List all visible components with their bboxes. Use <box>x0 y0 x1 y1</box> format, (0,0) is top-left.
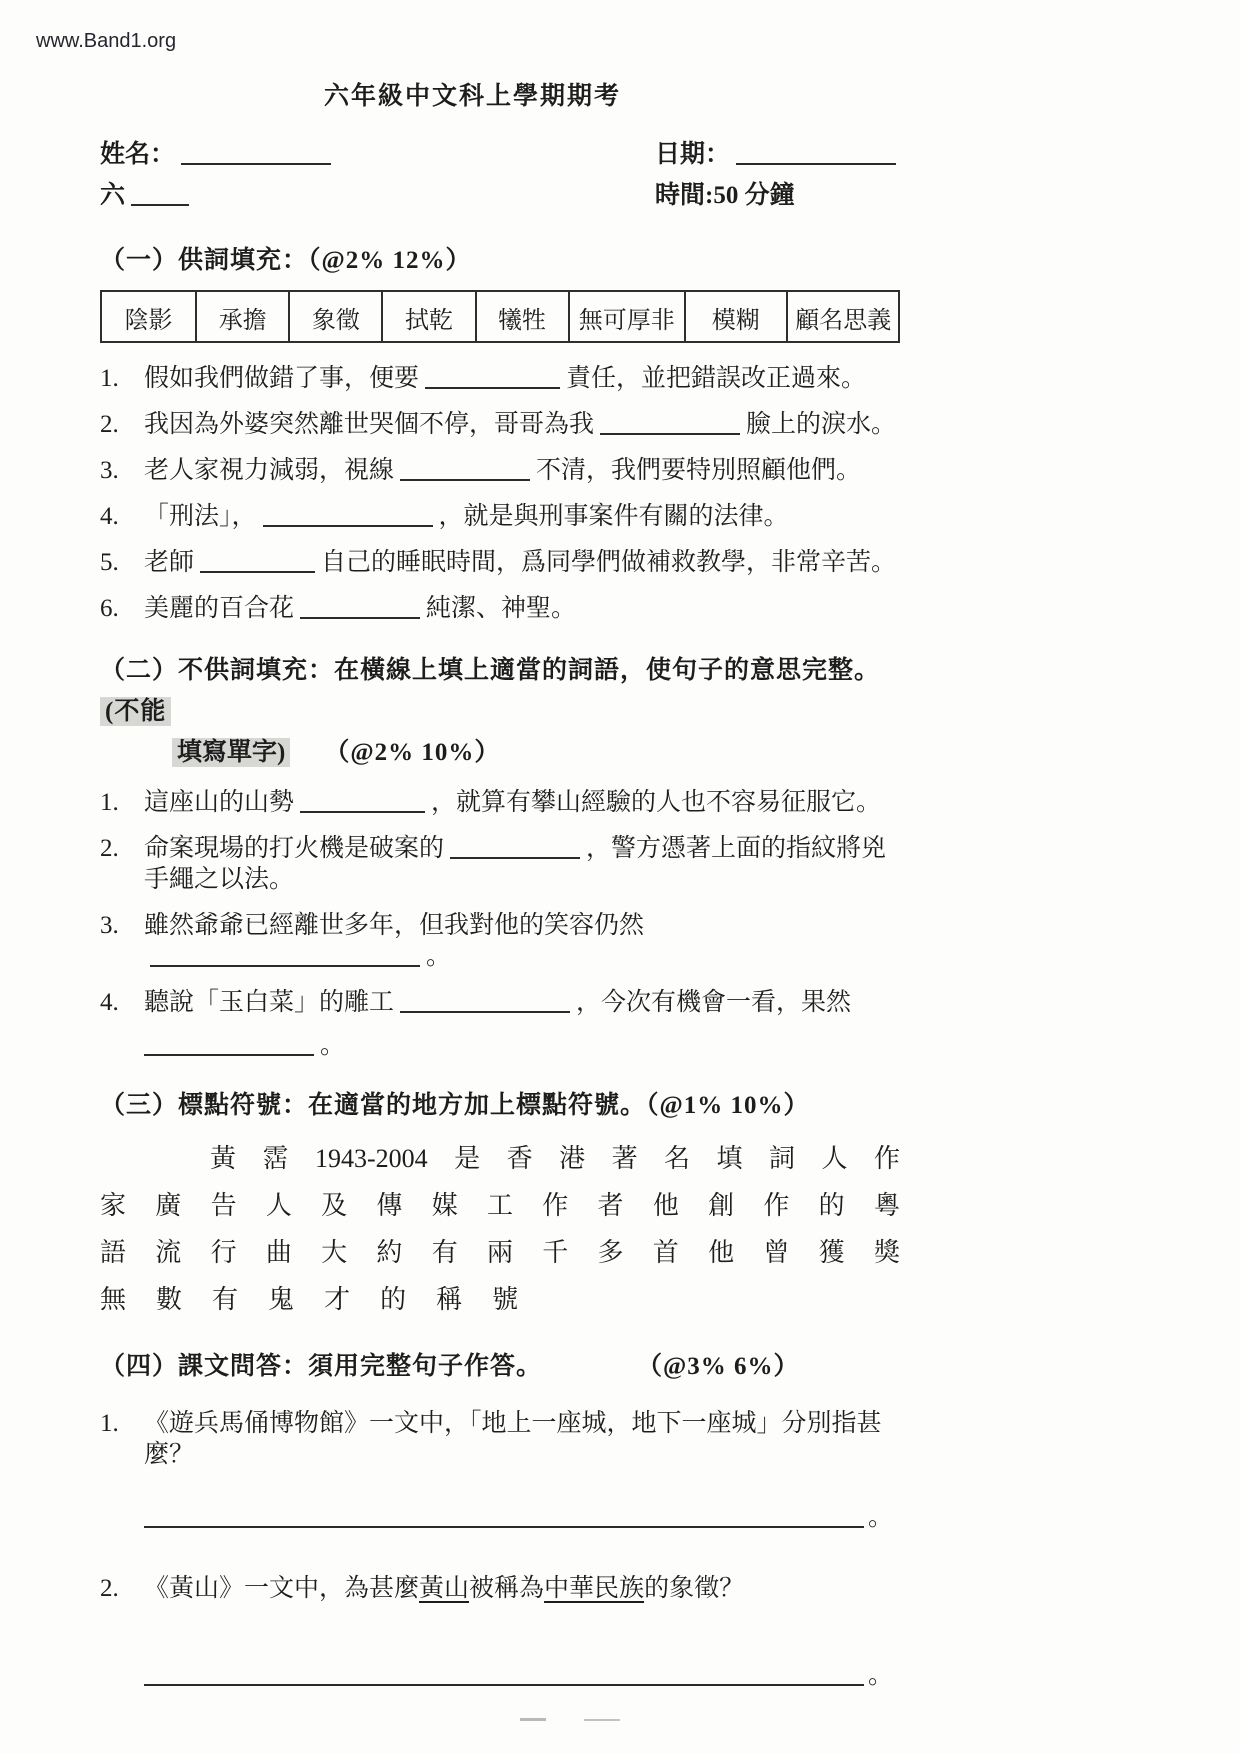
question-item <box>100 787 905 818</box>
question-number: 2. <box>100 411 119 438</box>
punctuation-token: 稱 <box>436 1285 463 1314</box>
punctuation-token: 粵 <box>873 1191 900 1220</box>
question-continuation <box>144 1030 905 1061</box>
answer-blank <box>144 1034 314 1056</box>
period: 。 <box>868 1662 894 1689</box>
punctuation-token: 流 <box>155 1238 182 1267</box>
question-text: 聽說「玉白菜」的雕工 <box>144 989 395 1016</box>
punctuation-token: 傳 <box>376 1191 403 1220</box>
question-text: 《遊兵馬俑博物館》一文中，「地上一座城，地下一座城」分別指甚麼？ <box>144 1410 882 1468</box>
punctuation-token: 約 <box>376 1238 403 1267</box>
answer-blank <box>300 791 425 813</box>
class-blank-line <box>131 184 189 206</box>
section2-heading-line2 <box>172 732 905 773</box>
underlined-term: 黃山 <box>419 1575 470 1602</box>
question-number: 2. <box>100 1575 119 1602</box>
exam-title: 六年級中文科上學期期考 <box>323 83 621 110</box>
question-text: 。 <box>320 1032 346 1059</box>
question-item <box>100 547 905 578</box>
date-field <box>655 134 902 175</box>
question-number: 6. <box>100 595 119 622</box>
question-number: 3. <box>100 912 119 939</box>
punctuation-exercise <box>100 1141 900 1318</box>
question-item <box>100 910 905 972</box>
question-text: ，警方憑著上面的指紋將兇手繩之以法。 <box>144 835 887 893</box>
answer-blank <box>144 1664 864 1686</box>
exam-header <box>100 134 905 216</box>
question-number: 1. <box>100 1410 119 1437</box>
question-number: 4. <box>100 989 119 1016</box>
punctuation-token: 語 <box>100 1238 127 1267</box>
word-bank-word: 陰影 <box>124 308 173 334</box>
question-text: 。 <box>426 943 452 970</box>
punctuation-token: 人 <box>265 1191 292 1220</box>
question-item <box>100 409 905 440</box>
punctuation-row <box>100 1235 900 1271</box>
answer-blank <box>600 413 740 435</box>
punctuation-token: 大 <box>321 1238 348 1267</box>
punctuation-token: 霑 <box>262 1144 289 1173</box>
question-text: 美麗的百合花 <box>144 595 295 622</box>
question-text: ，就是與刑事案件有關的法律。 <box>438 503 789 530</box>
question-number: 1. <box>100 365 119 392</box>
question-number: 2. <box>100 835 119 862</box>
punctuation-token: 港 <box>559 1144 586 1173</box>
punctuation-token: 黃 <box>210 1144 237 1173</box>
punctuation-token: 他 <box>652 1191 679 1220</box>
class-label: 六 <box>100 182 126 209</box>
punctuation-token: 他 <box>708 1238 735 1267</box>
punctuation-token: 1943-2004 <box>314 1144 428 1173</box>
punctuation-token: 媒 <box>431 1191 458 1220</box>
section1-questions <box>100 363 905 624</box>
punctuation-token: 是 <box>454 1144 481 1173</box>
question-text: 雖然爺爺已經離世多年，但我對他的笑容仍然 <box>144 912 645 939</box>
question-text: 「刑法」， <box>144 503 257 530</box>
question-item <box>100 833 905 895</box>
question-text: 臉上的淚水。 <box>746 411 897 438</box>
answer-line <box>144 1502 905 1533</box>
section4-questions <box>100 1408 905 1470</box>
punctuation-token: 家 <box>100 1191 127 1220</box>
answer-blank <box>400 459 530 481</box>
answer-blank <box>200 551 315 573</box>
underlined-term: 中華民族 <box>544 1575 645 1602</box>
question-text: 假如我們做錯了事，便要 <box>144 365 420 392</box>
punctuation-token: 的 <box>380 1285 407 1314</box>
section1-heading: （一）供詞填充：（@2% 12%） <box>100 247 472 274</box>
question-item <box>100 1573 905 1604</box>
word-bank-word: 拭乾 <box>381 292 474 341</box>
punctuation-token: 廣 <box>155 1191 182 1220</box>
question-item <box>100 363 905 394</box>
question-text: 《黃山》一文中，為甚麼 <box>144 1575 420 1602</box>
punctuation-token: 千 <box>542 1238 569 1267</box>
header-right-column <box>655 134 902 216</box>
section2-heading-text: （二）不供詞填充：在橫線上填上適當的詞語，使句子的意思完整。 <box>100 657 881 684</box>
punctuation-token: 行 <box>210 1238 237 1267</box>
section2-heading-highlight: 填寫單字) <box>172 738 290 767</box>
time-label: 時間:50 分鐘 <box>655 182 795 209</box>
word-bank-word: 模糊 <box>684 292 786 341</box>
section2-heading-highlight: (不能 <box>100 697 171 726</box>
answer-blank <box>144 1506 864 1528</box>
punctuation-token: 名 <box>664 1144 691 1173</box>
punctuation-token: 及 <box>321 1191 348 1220</box>
punctuation-token: 號 <box>492 1285 519 1314</box>
section2-heading-line1 <box>100 650 905 732</box>
section2-heading <box>100 650 905 773</box>
word-bank-word: 無可厚非 <box>568 292 684 341</box>
question-text: 純潔、神聖。 <box>426 595 577 622</box>
question-number: 1. <box>100 789 119 816</box>
date-label: 日期： <box>655 141 731 168</box>
punctuation-token: 的 <box>818 1191 845 1220</box>
section3-heading: （三）標點符號：在適當的地方加上標點符號。（@1% 10%） <box>100 1092 810 1119</box>
punctuation-token: 兩 <box>486 1238 513 1267</box>
punctuation-token: 創 <box>708 1191 735 1220</box>
question-text: 的象徵？ <box>644 1575 745 1602</box>
word-bank-word: 象徵 <box>288 292 381 341</box>
section2-marks: （@2% 10%） <box>324 739 501 766</box>
punctuation-token: 有 <box>212 1285 239 1314</box>
question-number: 4. <box>100 503 119 530</box>
section4-questions <box>100 1573 905 1604</box>
punctuation-token: 作 <box>542 1191 569 1220</box>
name-field <box>100 134 655 175</box>
punctuation-token: 多 <box>597 1238 624 1267</box>
punctuation-token: 無 <box>100 1285 127 1314</box>
name-blank-line <box>181 143 331 165</box>
question-text: 責任，並把錯誤改正過來。 <box>566 365 867 392</box>
answer-blank <box>450 837 580 859</box>
punctuation-row <box>100 1188 900 1224</box>
question-item <box>100 501 905 532</box>
punctuation-token: 數 <box>156 1285 183 1314</box>
name-label: 姓名： <box>100 141 176 168</box>
punctuation-token: 才 <box>324 1285 351 1314</box>
word-bank-word: 顧名思義 <box>786 292 899 341</box>
section4-heading <box>100 1350 905 1384</box>
punctuation-token: 獎 <box>873 1238 900 1267</box>
question-text: 命案現場的打火機是破案的 <box>144 835 445 862</box>
question-text: 被稱為 <box>469 1575 545 1602</box>
question-item <box>100 1408 905 1470</box>
punctuation-token: 首 <box>652 1238 679 1267</box>
punctuation-token: 者 <box>597 1191 624 1220</box>
question-text: ，就算有攀山經驗的人也不容易征服它。 <box>431 789 882 816</box>
punctuation-token: 著 <box>611 1144 638 1173</box>
punctuation-token: 告 <box>210 1191 237 1220</box>
period: 。 <box>868 1504 894 1531</box>
question-text: 不清，我們要特別照顧他們。 <box>536 457 862 484</box>
exam-content <box>0 76 1240 1723</box>
punctuation-token: 曾 <box>763 1238 790 1267</box>
punctuation-token: 工 <box>486 1191 513 1220</box>
question-item <box>100 593 905 624</box>
question-number: 5. <box>100 549 119 576</box>
header-left-column <box>100 134 655 216</box>
section2-questions <box>100 787 905 1061</box>
answer-line <box>144 1660 905 1691</box>
section4-heading-text: （四）課文問答：須用完整句子作答。 <box>100 1353 543 1380</box>
question-text: 老師 <box>144 549 195 576</box>
punctuation-token: 人 <box>821 1144 848 1173</box>
punctuation-token: 香 <box>506 1144 533 1173</box>
question-text: 老人家視力減弱，視線 <box>144 457 395 484</box>
question-item <box>100 455 905 486</box>
word-bank-word: 承擔 <box>195 292 288 341</box>
question-item <box>100 987 905 1061</box>
question-text: ，今次有機會一看，果然 <box>576 989 852 1016</box>
question-text: 這座山的山勢 <box>144 789 295 816</box>
punctuation-token: 獲 <box>818 1238 845 1267</box>
answer-blank <box>300 597 420 619</box>
word-bank-table <box>100 290 900 343</box>
question-text: 自己的睡眠時間，爲同學們做補救教學，非常辛苦。 <box>321 549 897 576</box>
punctuation-token: 詞 <box>769 1144 796 1173</box>
answer-blank <box>425 367 560 389</box>
answer-blank <box>400 991 570 1013</box>
punctuation-token: 作 <box>763 1191 790 1220</box>
punctuation-token: 鬼 <box>268 1285 295 1314</box>
punctuation-row <box>100 1282 900 1318</box>
word-bank-word: 犧牲 <box>475 292 568 341</box>
punctuation-row <box>210 1141 900 1177</box>
section4-marks: （@3% 6%） <box>637 1353 800 1380</box>
date-blank-line <box>736 143 896 165</box>
punctuation-token: 曲 <box>265 1238 292 1267</box>
punctuation-token: 作 <box>873 1144 900 1173</box>
scan-artifact <box>520 1715 660 1723</box>
punctuation-token: 填 <box>716 1144 743 1173</box>
punctuation-token: 有 <box>431 1238 458 1267</box>
answer-blank <box>150 945 420 967</box>
question-number: 3. <box>100 457 119 484</box>
class-field <box>100 175 655 216</box>
watermark-text: www.Band1.org <box>36 30 177 52</box>
question-text: 我因為外婆突然離世哭個不停，哥哥為我 <box>144 411 595 438</box>
answer-blank <box>263 505 433 527</box>
